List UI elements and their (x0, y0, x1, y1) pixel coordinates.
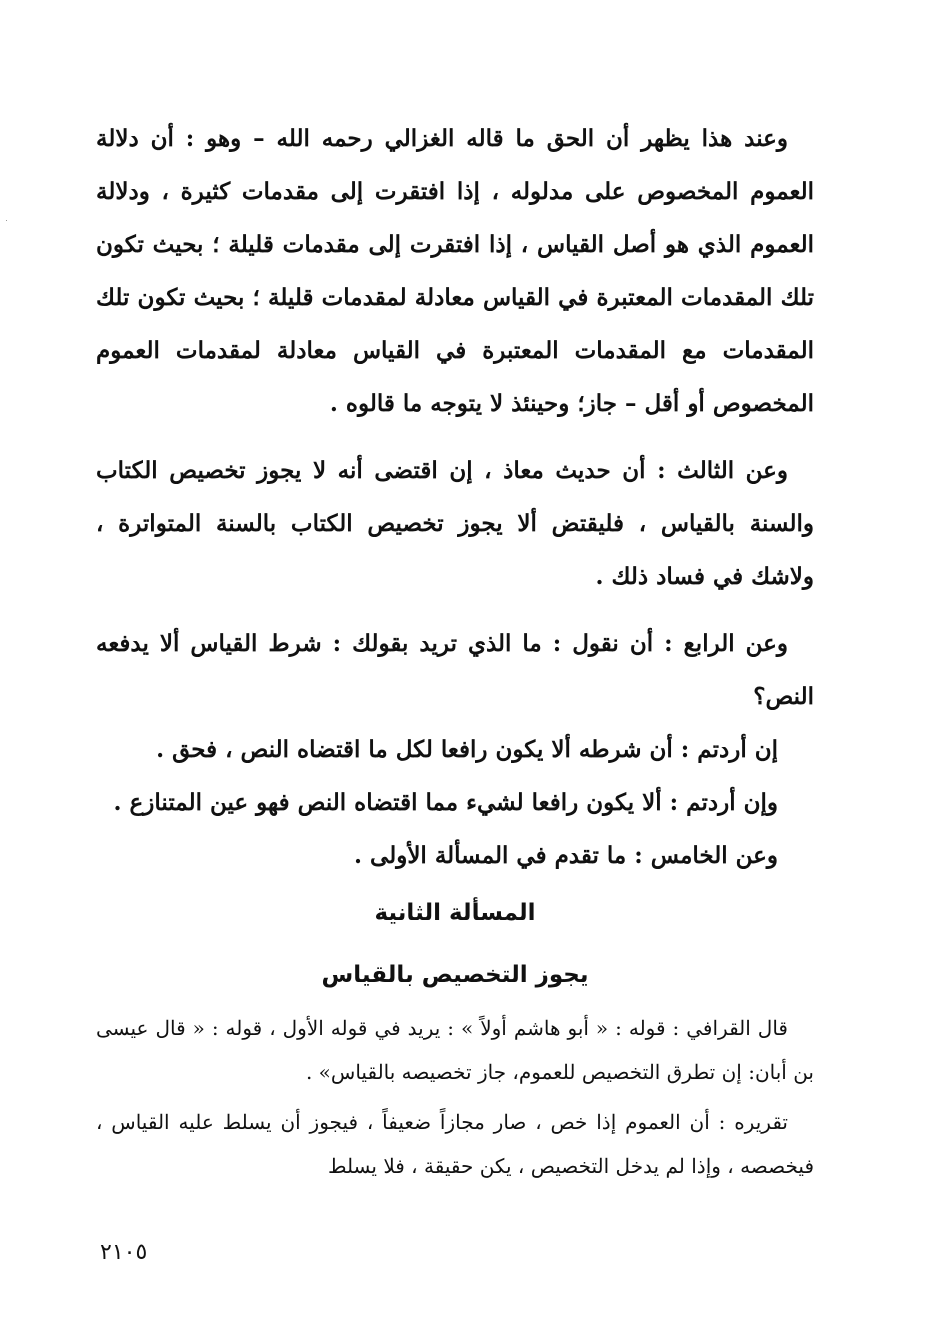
line-second-option: وإن أردتم : ألا يكون رافعا لشيء مما اقتضاه النص فهو عين المتنازع . (113, 789, 778, 816)
paragraph-fourth-reply: وعن الرابع : أن نقول : ما الذي تريد بقولك : شرط القياس ألا يدفعه النص؟ (96, 630, 814, 710)
line-fifth-reply: وعن الخامس : ما تقدم في المسألة الأولى . (354, 842, 778, 869)
section-title: المسألة الثانية (374, 900, 536, 926)
paragraph-gap (96, 603, 814, 617)
document-body (96, 112, 814, 1188)
paragraph-qarafi: قال القرافي : قوله : « أبو هاشم أولاً » : يريد في قوله الأول ، قوله : « قال عيسى بن أبان: إن تطرق التخصيص للعموم، جاز تخصيصه بالقياس» . (96, 1016, 814, 1084)
paragraph-third-reply: وعن الثالث : أن حديث معاذ ، إن اقتضى أنه لا يجوز تخصيص الكتاب والسنة بالقياس ، فليقتض ألا يجوز تخصيص الكتاب بالسنة المتواترة ، ولاشك في فساد ذلك . (96, 457, 814, 590)
paragraph-gap (96, 430, 814, 444)
paragraph-ghazali: وعند هذا يظهر أن الحق ما قاله الغزالي رحمه الله – وهو : أن دلالة العموم المخصوص على مدلوله ، إذا افتقرت إلى مقدمات كثيرة ، ودلالة العموم الذي هو أصل القياس ، إذا افتقرت إلى مقدمات قليلة ؛ بحيث تكون تلك المقدمات المعتبرة في القياس معادلة لمقدمات قليلة ؛ بحيث تكون تلك المقدمات مع المقدمات المعتبرة في القياس معادلة لمقدمات العموم المخصوص أو أقل – جاز؛ وحينئذ لا يتوجه ما قالوه . (96, 125, 814, 417)
scan-edge-mark (6, 220, 7, 221)
paragraph-explanation: تقريره : أن العموم إذا خص ، صار مجازاً ضعيفاً ، فيجوز أن يسلط عليه القياس ، فيخصصه ، وإذا لم يدخل التخصيص ، يكن حقيقة ، فلا يسلط (96, 1110, 814, 1178)
line-first-option: إن أردتم : أن شرطه ألا يكون رافعا لكل ما اقتضاه النص ، فحق . (156, 736, 778, 763)
section-subtitle: يجوز التخصيص بالقياس (321, 962, 589, 988)
page-number: ٢١٠٥ (100, 1240, 148, 1265)
